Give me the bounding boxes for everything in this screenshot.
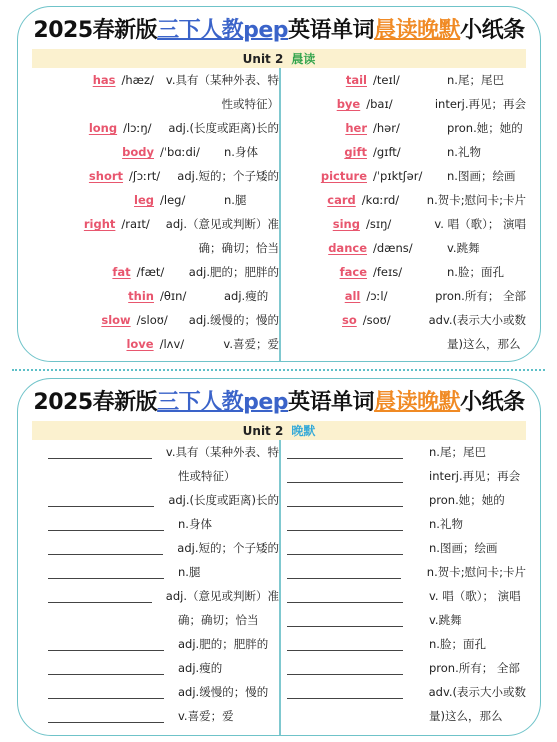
chinese-meaning: adj.（意见或判断）准: [165, 217, 279, 231]
title-mode: 晨读晚默: [374, 17, 461, 43]
answer-blank-line[interactable]: [48, 602, 152, 603]
word-row: [279, 284, 526, 308]
chinese-meaning: n.贺卡;慰问卡;卡片: [426, 193, 526, 207]
english-word: sing: [332, 217, 360, 231]
word-cell: [32, 169, 127, 183]
answer-blank-line[interactable]: [287, 554, 403, 555]
dictation-row: [32, 488, 279, 512]
dictation-row: [279, 584, 526, 608]
chinese-meaning: 量)这么，那么: [429, 709, 503, 723]
chinese-meaning: adj.（意见或判断）准: [165, 589, 279, 603]
card-title: [18, 379, 540, 421]
chinese-meaning: adj.瘦的: [224, 289, 269, 303]
word-cell: [32, 73, 119, 87]
english-word: short: [88, 169, 124, 183]
title-year: 2025春新版: [33, 389, 158, 415]
chinese-meaning: v.具有（某种外表、特: [165, 445, 279, 459]
chinese-meaning: v.喜爱；爱: [178, 709, 234, 723]
answer-blank-line[interactable]: [48, 674, 164, 675]
answer-blank-line[interactable]: [287, 698, 403, 699]
dictation-row: [32, 464, 279, 488]
word-row: [279, 92, 526, 116]
phonetic: /hər/: [373, 121, 400, 135]
phonetic: /sɪŋ/: [365, 217, 392, 231]
word-row: [279, 140, 526, 164]
word-row: [279, 164, 526, 188]
card-title: [18, 7, 540, 49]
english-word: card: [327, 193, 356, 207]
english-word: gift: [344, 145, 367, 159]
chinese-meaning: interj.再见；再会: [434, 97, 526, 111]
answer-blank-line[interactable]: [48, 698, 164, 699]
chinese-meaning: v. 唱（歌）； 演唱: [429, 589, 521, 603]
english-word: fat: [112, 265, 131, 279]
english-word: picture: [320, 169, 367, 183]
phonetic: /dæns/: [373, 241, 413, 255]
unit-header: [32, 49, 526, 68]
chinese-meaning: adv.(表示大小或数: [428, 313, 526, 327]
phonetic: /ʃɔːrt/: [129, 169, 161, 183]
answer-blank-line[interactable]: [48, 458, 152, 459]
chinese-meaning: v.具有（某种外表、特: [165, 73, 279, 87]
word-row: [32, 164, 279, 188]
phonetic: /lʌv/: [159, 337, 185, 351]
word-cell: [32, 145, 158, 159]
phonetic: /soʊ/: [362, 313, 391, 327]
chinese-meaning: 性或特征）: [178, 469, 236, 483]
chinese-meaning: n.图画；绘画: [429, 541, 498, 555]
dictation-row: [279, 488, 526, 512]
word-row: [279, 236, 526, 260]
chinese-meaning: 性或特征）: [221, 97, 279, 111]
phonetic: /hæz/: [121, 73, 154, 87]
answer-blank-line[interactable]: [48, 578, 164, 579]
word-list: [32, 68, 526, 356]
answer-blank-line[interactable]: [287, 650, 403, 651]
word-cell: [32, 217, 119, 231]
phonetic: /leg/: [160, 193, 186, 207]
chinese-meaning: adj.缓慢的；慢的: [188, 313, 279, 327]
column-divider: [279, 440, 281, 736]
dictation-row: [32, 632, 279, 656]
dictation-row: [279, 680, 526, 704]
chinese-meaning: pron.所有； 全部: [429, 661, 520, 675]
chinese-meaning: n.腿: [224, 193, 247, 207]
dictation-row: [32, 536, 279, 560]
word-row: [32, 68, 279, 92]
word-row: [279, 332, 526, 356]
word-row: [32, 92, 279, 116]
phonetic: /lɔːŋ/: [123, 121, 152, 135]
dictation-row: [32, 608, 279, 632]
answer-blank-line[interactable]: [287, 530, 403, 531]
dictation-column-left: [32, 440, 279, 728]
chinese-meaning: v.跳舞: [447, 241, 480, 255]
word-cell: [279, 241, 371, 255]
phonetic: /baɪ/: [366, 97, 393, 111]
unit-tag-evening: 晚默: [291, 424, 316, 438]
dictation-column-right: [279, 440, 526, 728]
morning-reading-card: [17, 6, 541, 362]
english-word: thin: [128, 289, 154, 303]
dictation-row: [32, 704, 279, 728]
chinese-meaning: n.腿: [178, 565, 201, 579]
chinese-meaning: n.身体: [224, 145, 258, 159]
word-cell: [32, 265, 135, 279]
phonetic: /sloʊ/: [136, 313, 168, 327]
word-row: [32, 260, 279, 284]
english-word: face: [339, 265, 367, 279]
chinese-meaning: 量)这么，那么: [447, 337, 521, 351]
unit-tag-morning: 晨读: [291, 52, 316, 66]
answer-blank-spacer: [48, 626, 164, 627]
answer-blank-line[interactable]: [48, 650, 164, 651]
chinese-meaning: pron.所有； 全部: [435, 289, 526, 303]
word-cell: [279, 97, 364, 111]
chinese-meaning: n.脸；面孔: [429, 637, 486, 651]
dictation-row: [279, 440, 526, 464]
english-word: her: [345, 121, 367, 135]
phonetic: /kɑːrd/: [361, 193, 400, 207]
answer-blank-line[interactable]: [287, 674, 403, 675]
word-row: [279, 212, 526, 236]
english-word: body: [122, 145, 154, 159]
chinese-meaning: adv.(表示大小或数: [428, 685, 526, 699]
dictation-row: [279, 632, 526, 656]
word-cell: [279, 313, 361, 327]
chinese-meaning: adj.(长度或距离)长的: [168, 121, 279, 135]
word-row: [32, 188, 279, 212]
chinese-meaning: v.跳舞: [429, 613, 462, 627]
word-cell: [279, 73, 371, 87]
answer-blank-line[interactable]: [48, 506, 154, 507]
chinese-meaning: interj.再见；再会: [429, 469, 521, 483]
word-row: [32, 212, 279, 236]
english-word: love: [126, 337, 154, 351]
phonetic: /θɪn/: [160, 289, 187, 303]
word-row: [32, 332, 279, 356]
word-cell: [32, 121, 121, 135]
chinese-meaning: pron.她；她的: [429, 493, 505, 507]
word-cell: [32, 337, 158, 351]
answer-blank-spacer: [48, 482, 164, 483]
word-column-left: [32, 68, 279, 356]
title-suffix: 小纸条: [460, 17, 525, 43]
dictation-row: [32, 440, 279, 464]
phonetic: /ɔːl/: [366, 289, 388, 303]
word-row: [279, 188, 526, 212]
chinese-meaning: 确；确切；恰当: [178, 613, 259, 627]
chinese-meaning: n.礼物: [429, 517, 463, 531]
phonetic: /raɪt/: [121, 217, 150, 231]
english-word: leg: [134, 193, 154, 207]
word-row: [32, 140, 279, 164]
dictation-row: [279, 560, 526, 584]
word-cell: [279, 121, 371, 135]
dictation-row: [32, 584, 279, 608]
word-row: [32, 308, 279, 332]
dictation-row: [32, 680, 279, 704]
dictation-row: [279, 464, 526, 488]
dictation-row: [279, 536, 526, 560]
title-mode: 晨读晚默: [374, 389, 461, 415]
chinese-meaning: adj.瘦的: [178, 661, 223, 675]
dictation-row: [279, 656, 526, 680]
dictation-row: [32, 560, 279, 584]
english-word: has: [92, 73, 116, 87]
title-textbook: 三下人教pep: [157, 17, 289, 43]
english-word: long: [88, 121, 118, 135]
chinese-meaning: adj.缓慢的；慢的: [178, 685, 269, 699]
chinese-meaning: adj.(长度或距离)长的: [168, 493, 279, 507]
answer-blank-line[interactable]: [287, 482, 403, 483]
word-cell: [279, 289, 364, 303]
chinese-meaning: adj.肥的；肥胖的: [178, 637, 269, 651]
answer-blank-line[interactable]: [48, 530, 164, 531]
dictation-row: [32, 656, 279, 680]
english-word: bye: [336, 97, 361, 111]
chinese-meaning: n.尾；尾巴: [429, 445, 486, 459]
english-word: right: [83, 217, 116, 231]
answer-blank-line[interactable]: [287, 506, 403, 507]
dictation-row: [32, 512, 279, 536]
word-row: [279, 116, 526, 140]
word-row: [32, 284, 279, 308]
word-column-right: [279, 68, 526, 356]
phonetic: /teɪl/: [373, 73, 400, 87]
word-cell: [279, 265, 371, 279]
unit-header: [32, 421, 526, 440]
phonetic: /fæt/: [136, 265, 165, 279]
chinese-meaning: v.喜爱；爱: [223, 337, 279, 351]
chinese-meaning: n.脸；面孔: [447, 265, 504, 279]
english-word: so: [342, 313, 357, 327]
word-cell: [279, 217, 364, 231]
english-word: slow: [101, 313, 131, 327]
chinese-meaning: pron.她；她的: [447, 121, 523, 135]
evening-dictation-card: [17, 378, 541, 736]
phonetic: /gɪft/: [373, 145, 401, 159]
word-cell: [32, 193, 158, 207]
answer-blank-line[interactable]: [287, 602, 403, 603]
word-cell: [32, 313, 135, 327]
chinese-meaning: n.身体: [178, 517, 212, 531]
chinese-meaning: n.贺卡;慰问卡;卡片: [426, 565, 526, 579]
phonetic: /feɪs/: [373, 265, 403, 279]
chinese-meaning: 确；确切；恰当: [198, 241, 279, 255]
unit-label: Unit 2: [242, 51, 284, 66]
word-cell: [279, 145, 371, 159]
title-textbook: 三下人教pep: [157, 389, 289, 415]
answer-blank-spacer: [287, 722, 403, 723]
english-word: tail: [345, 73, 367, 87]
chinese-meaning: n.礼物: [447, 145, 481, 159]
unit-label: Unit 2: [242, 423, 284, 438]
dictation-row: [279, 512, 526, 536]
english-word: dance: [328, 241, 367, 255]
chinese-meaning: n.尾；尾巴: [447, 73, 504, 87]
phonetic: /ˈpɪktʃər/: [373, 169, 423, 183]
answer-blank-line[interactable]: [287, 458, 403, 459]
english-word: all: [344, 289, 361, 303]
answer-blank-line[interactable]: [48, 554, 163, 555]
chinese-meaning: adj.肥的；肥胖的: [188, 265, 279, 279]
chinese-meaning: n.图画；绘画: [447, 169, 516, 183]
title-suffix: 小纸条: [460, 389, 525, 415]
dotted-separator: [12, 369, 545, 371]
word-cell: [32, 289, 158, 303]
phonetic: /ˈbɑːdi/: [160, 145, 200, 159]
word-cell: [279, 169, 371, 183]
dictation-row: [279, 608, 526, 632]
word-cell: [279, 193, 360, 207]
chinese-meaning: v. 唱（歌）； 演唱: [434, 217, 526, 231]
word-row: [32, 116, 279, 140]
dictation-row: [279, 704, 526, 728]
title-subject: 英语单词: [288, 389, 375, 415]
title-year: 2025春新版: [33, 17, 158, 43]
word-row: [279, 68, 526, 92]
word-row: [279, 260, 526, 284]
word-row: [32, 236, 279, 260]
column-divider: [279, 68, 281, 362]
dictation-list: [32, 440, 526, 728]
chinese-meaning: adj.短的；个子矮的: [177, 541, 279, 555]
answer-blank-line[interactable]: [287, 578, 401, 579]
title-subject: 英语单词: [288, 17, 375, 43]
answer-blank-line[interactable]: [287, 626, 403, 627]
chinese-meaning: adj.短的；个子矮的: [177, 169, 279, 183]
answer-blank-line[interactable]: [48, 722, 164, 723]
word-row: [279, 308, 526, 332]
